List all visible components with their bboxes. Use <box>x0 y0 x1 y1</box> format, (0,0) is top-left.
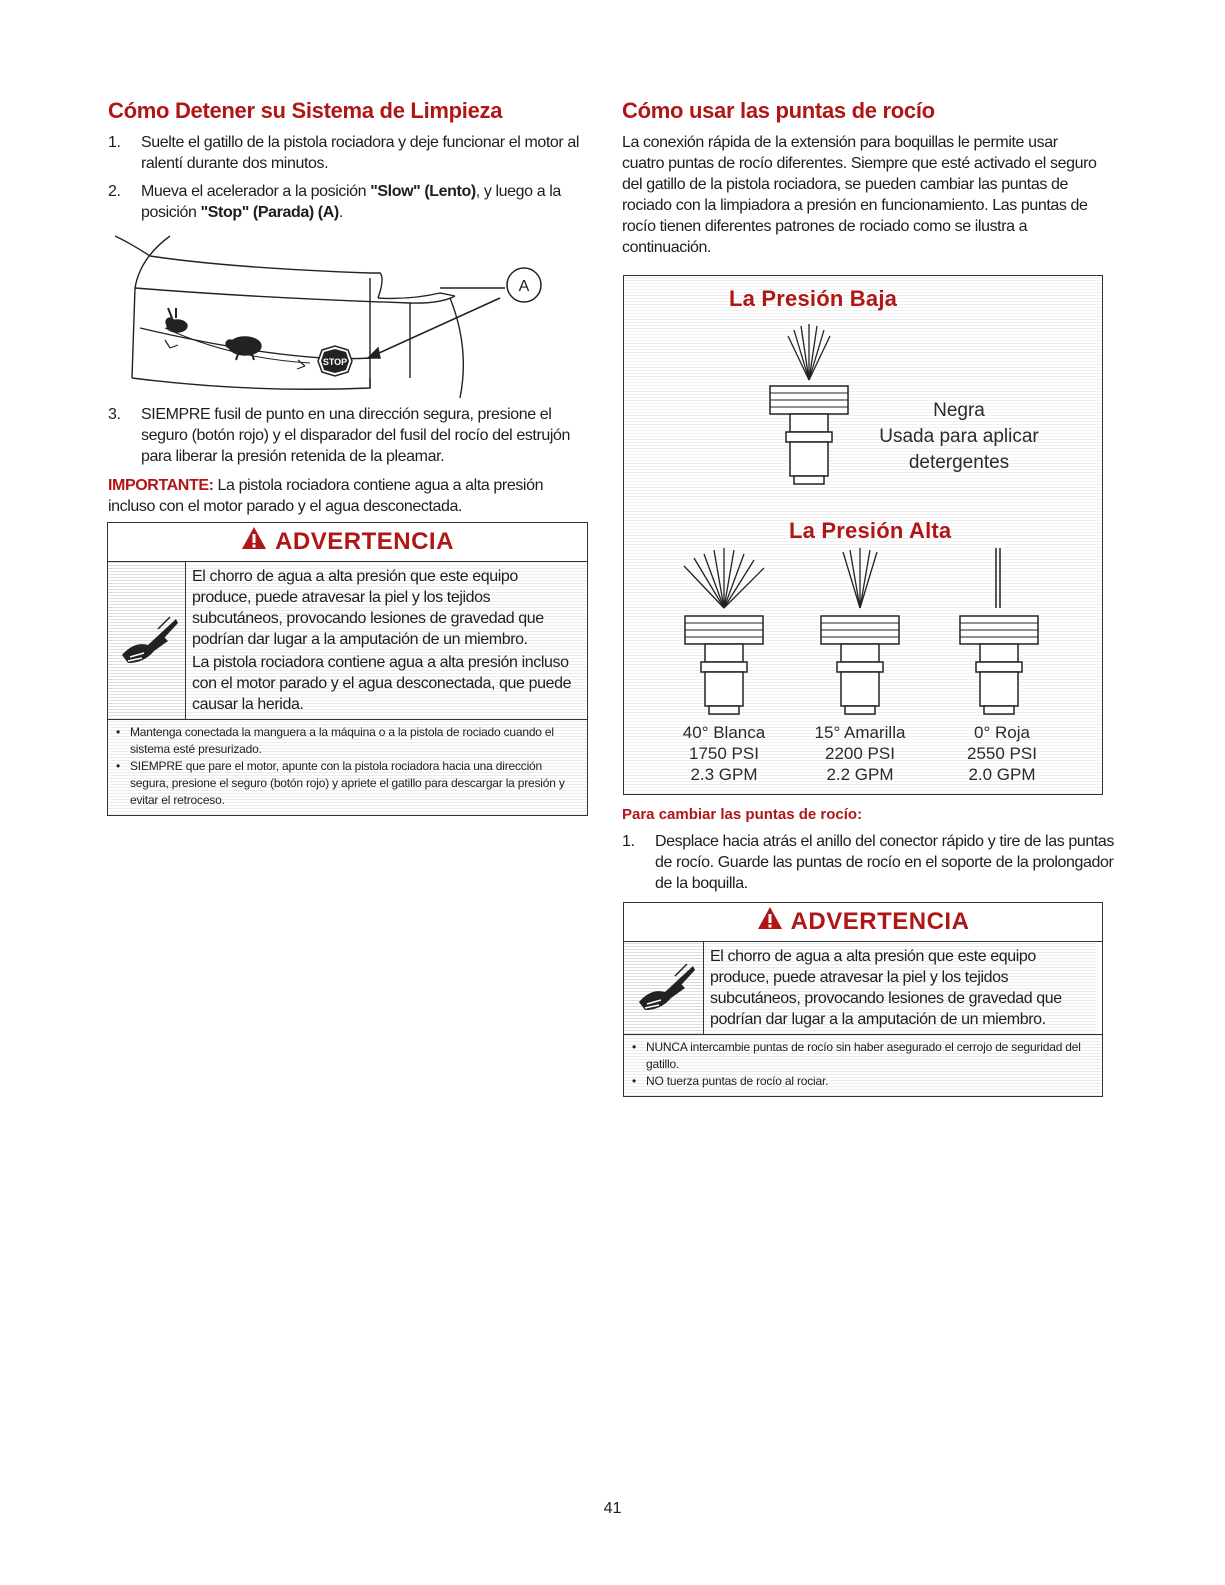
change-tips-section <box>622 806 1114 894</box>
important-note <box>108 475 568 517</box>
low-pressure-title: La Presión Baja <box>729 286 898 311</box>
warning-bullet: • NO tuerza puntas de rocío al rociar. <box>632 1073 1094 1090</box>
step-text: . <box>338 204 343 221</box>
step-1 <box>622 831 1125 894</box>
nozzle-spec-white <box>664 722 784 785</box>
nozzle-psi: 2200 PSI <box>825 744 895 763</box>
throttle-figure <box>110 228 560 408</box>
nozzle-use-line2: detergentes <box>908 452 1010 473</box>
step-text: , y luego a la posición <box>141 183 561 221</box>
page-number: 41 <box>603 1500 622 1517</box>
nozzle-spec-red <box>942 722 1062 785</box>
section-heading-stop: Cómo Detener su Sistema de Limpieza <box>108 98 503 123</box>
step-text: Desplace hacia atrás el anillo del conector rápido y tire de las puntas de rocío. Guarde las puntas de rocío en el soporte de la prolongador de la boquilla. <box>655 833 1114 892</box>
warning-box-right <box>623 902 1103 1097</box>
callout-a <box>507 268 541 302</box>
tips-intro: La conexión rápida de la extensión para boquillas le permite usar cuatro puntas de rocío diferentes. Siempre que esté activado el seguro del gatillo de la pistola rociadora, se pueden cambiar las puntas de rociado con la limpiadora a presión en funcionamiento. Las puntas de rocío tienen diferentes patrones de rociado como se ilustra a continuación. <box>622 134 1097 256</box>
step-number: 1. <box>622 833 635 850</box>
step-text: Suelte el gatillo de la pistola rociadora y deje funcionar el motor al ralentí durante dos minutos. <box>141 134 580 172</box>
stop-steps <box>108 132 588 223</box>
slow-label: "Slow" (Lento) <box>370 183 476 200</box>
nozzle-icon-yellow <box>815 546 905 721</box>
warning-body <box>624 942 1102 1035</box>
warning-body <box>108 562 587 720</box>
nozzle-spec-yellow <box>800 722 920 785</box>
nozzle-angle: 40° Blanca <box>682 723 766 742</box>
left-column-lower <box>108 404 588 517</box>
step-1 <box>108 132 581 174</box>
important-label: IMPORTANTE: <box>108 477 214 494</box>
nozzle-psi: 1750 PSI <box>689 744 759 763</box>
warning-bullets <box>624 1035 1102 1096</box>
warning-triangle-icon <box>757 904 783 942</box>
step-number: 2. <box>108 183 121 200</box>
warning-bullet: • SIEMPRE que pare el motor, apunte con la pistola rociadora hacia una dirección segura, presione el seguro (botón rojo) y apriete el gatillo para descargar la presión y evitar el retroceso. <box>116 758 579 809</box>
nozzle-icon-black <box>764 320 854 490</box>
step-number: 3. <box>108 406 121 423</box>
warning-text-1: El chorro de agua a alta presión que este equipo produce, puede atravesar la piel y los tejidos subcutáneos, provocando lesiones de gravedad que podrían dar lugar a la amputación de un miembro. <box>192 568 544 648</box>
nozzle-use-line1: Usada para aplicar <box>879 426 1039 447</box>
warning-text-2: La pistola rociadora contiene agua a alta presión incluso con el motor parado y el agua desconectada, que puede causar la herida. <box>192 654 572 713</box>
nozzle-angle: 0° Roja <box>974 723 1030 742</box>
step-number: 1. <box>108 134 121 151</box>
warning-title: ADVERTENCIA <box>275 528 454 555</box>
nozzle-icon-red <box>954 546 1044 721</box>
important-text: La pistola rociadora contiene agua a alta presión incluso con el motor parado y el agua desconectada. <box>108 477 544 515</box>
high-pressure-title: La Presión Alta <box>789 518 952 543</box>
nozzle-gpm: 2.0 GPM <box>968 765 1036 784</box>
warning-header <box>624 903 1102 942</box>
warning-text-1: El chorro de agua a alta presión que este equipo produce, puede atravesar la piel y los tejidos subcutáneos, provocando lesiones de gravedad que podrían dar lugar a la amputación de un miembro. <box>710 948 1062 1028</box>
step-3 <box>108 404 601 467</box>
warning-triangle-icon <box>241 524 267 562</box>
low-pressure-label <box>864 398 1054 476</box>
step-2 <box>108 181 601 223</box>
nozzle-chart <box>623 275 1103 795</box>
injection-hazard-icon <box>624 942 704 1034</box>
nozzle-name-black: Negra <box>933 400 985 421</box>
nozzle-gpm: 2.3 GPM <box>690 765 758 784</box>
stop-label: "Stop" (Parada) (A) <box>200 204 339 221</box>
warning-bullet: • Mantenga conectada la manguera a la máquina o a la pistola de rociado cuando el sistema esté presurizado. <box>116 724 579 758</box>
nozzle-psi: 2550 PSI <box>967 744 1037 763</box>
change-tips-steps <box>622 831 1114 894</box>
warning-text <box>704 942 1096 1034</box>
stop-icon-text: STOP <box>322 357 348 367</box>
callout-a-text: A <box>518 278 530 295</box>
warning-box-left <box>107 522 588 816</box>
warning-title: ADVERTENCIA <box>790 908 970 935</box>
nozzle-angle: 15° Amarilla <box>814 723 906 742</box>
step-text: SIEMPRE fusil de punto en una dirección segura, presione el seguro (botón rojo) y el disparador del fusil del rocío del estrujón para liberar la presión retenida de la pleamar. <box>141 406 571 465</box>
warning-text <box>186 562 586 719</box>
warning-header <box>108 523 587 562</box>
stop-icon <box>318 346 352 376</box>
right-column <box>622 98 1107 258</box>
change-tips-heading: Para cambiar las puntas de rocío: <box>622 806 863 823</box>
warning-bullets <box>108 720 587 815</box>
warning-bullet: • NUNCA intercambie puntas de rocío sin haber asegurado el cerrojo de seguridad del gatillo. <box>632 1039 1094 1073</box>
left-column <box>108 98 588 223</box>
nozzle-gpm: 2.2 GPM <box>826 765 894 784</box>
section-heading-tips: Cómo usar las puntas de rocío <box>622 98 935 123</box>
nozzle-icon-white <box>679 546 769 721</box>
stop-steps-continued <box>108 404 588 467</box>
injection-hazard-icon <box>108 562 186 719</box>
step-text: Mueva el acelerador a la posición <box>141 183 371 200</box>
